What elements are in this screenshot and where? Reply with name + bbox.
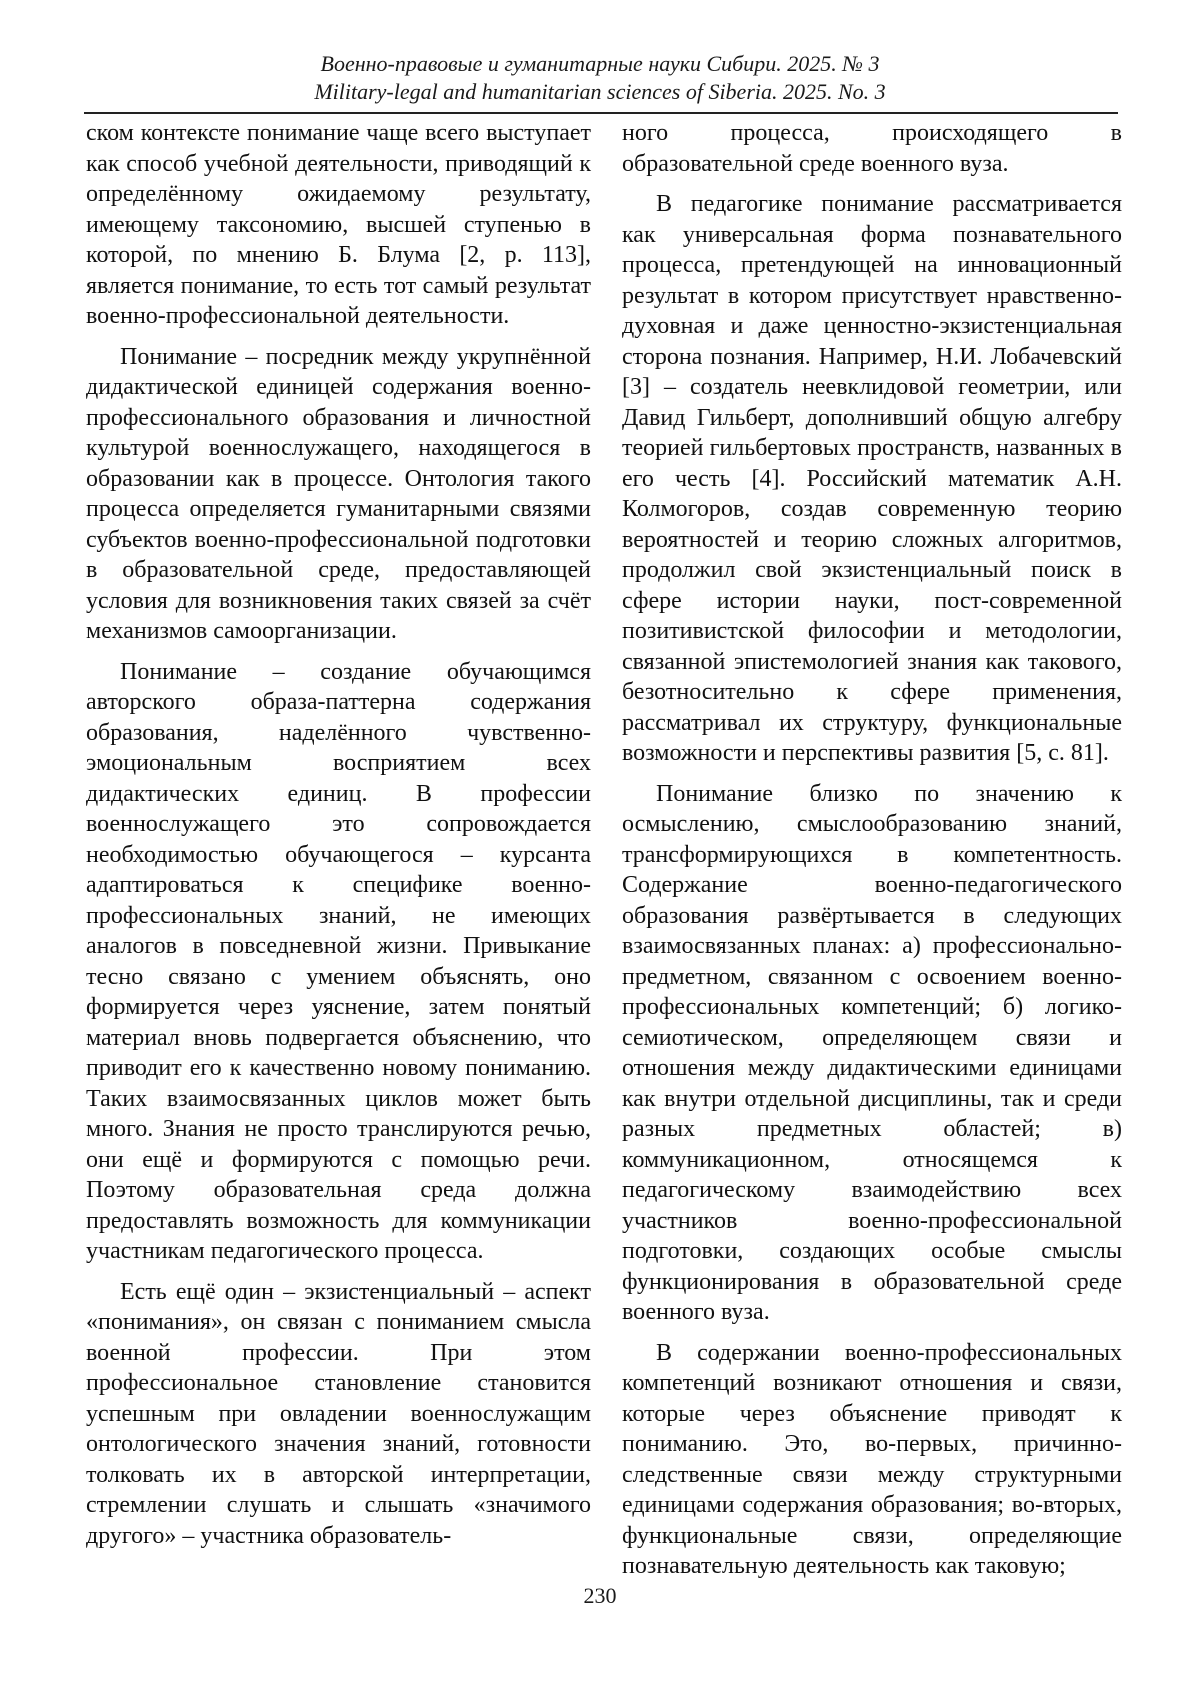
header-divider xyxy=(84,112,1118,114)
journal-header xyxy=(0,50,1200,106)
paragraph: В педагогике понимание рассматривается как универсальная форма познавательного процесса, претендующей на инновационный результат в котором присутствует нравственно-духовная и даже ценностно-экзистенциальная сторона познания. Например, Н.И. Лобачевский [3] – создатель неевклидовой геометрии, или Давид Гильберт, дополнивший общую алгебру теорией гильбертовых пространств, названных в его честь [4]. Российский математик А.Н. Колмогоров, создав современную теорию вероятностей и теорию сложных алгоритмов, продолжил свой экзистенциальный поиск в сфере истории науки, пост-современной позитивистской философии и методологии, связанной эпистемологией знания как такового, безотносительно к сфере применения, рассматривал их структуру, функциональные возможности и перспективы развития [5, с. 81]. xyxy=(622,191,1122,766)
paragraph: Понимание – посредник между укрупнённой дидактической единицей содержания военно-профессионального образования и личностной культурой военнослужащего, находящегося в образовании как в процессе. Онтология такого процесса определяется гуманитарными связями субъектов военно-профессиональной подготовки в образовательной среде, предоставляющей условия для возникновения таких связей за счёт механизмов самоорганизации. xyxy=(86,343,591,644)
page-number: 230 xyxy=(583,1583,617,1608)
paragraph: Понимание близко по значению к осмыслению, смыслообразованию знаний, трансформирующихся в компетентность. Содержание военно-педагогического образования развёртывается в следующих взаимосвязанных планах: а) профессионально-предметном, связанном с освоением военно-профессиональных компетенций; б) логико-семиотическом, определяющем связи и отношения между дидактическими единицами как внутри отдельной дисциплины, так и среди разных предметных областей; в) коммуникационном, относящемся к педагогическому взаимодействию всех участников военно-профессиональной подготовки, создающих особые смыслы функционирования в образовательной среде военного вуза. xyxy=(622,780,1122,1325)
paragraph: ском контексте понимание чаще всего выступает как способ учебной деятельности, приводящий к определённому ожидаемому результату, имеющему таксономию, высшей ступенью в которой, по мнению Б. Блума [2, p. 113], является понимание, то есть тот самый результат военно-профессиональной деятельности. xyxy=(86,120,591,329)
paragraph: Есть ещё один – экзистенциальный – аспект «понимания», он связан с пониманием смысла военной профессии. При этом профессиональное становление становится успешным при овладении военнослужащим онтологического значения знаний, готовности толковать их в авторской интерпретации, стремлении слушать и слышать «значимого другого» – участника образователь- xyxy=(86,1278,591,1549)
left-column xyxy=(86,118,591,1551)
paragraph: В содержании военно-профессиональных компетенций возникают отношения и связи, которые через объяснение приводят к пониманию. Это, во-первых, причинно-следственные связи между структурными единицами содержания образования; во-вторых, функциональные связи, определяющие познавательную деятельность как таковую; xyxy=(622,1339,1122,1579)
paragraph: Понимание – создание обучающимся авторского образа-паттерна содержания образования, наделённого чувственно-эмоциональным восприятием всех дидактических единиц. В профессии военнослужащего это сопровождается необходимостью обучающегося – курсанта адаптироваться к специфике военно-профессиональных знаний, не имеющих аналогов в повседневной жизни. Привыкание тесно связано с умением объяснять, оно формируется через уяснение, затем понятый материал вновь подвергается объяснению, что приводит его к качественно новому пониманию. Таких взаимосвязанных циклов может быть много. Знания не просто транслируются речью, они ещё и формируются с помощью речи. Поэтому образовательная среда должна предоставлять возможность для коммуникации участникам педагогического процесса. xyxy=(86,658,591,1264)
right-column xyxy=(622,118,1122,1582)
journal-title-ru: Военно-правовые и гуманитарные науки Сибири. 2025. № 3 xyxy=(320,51,880,76)
journal-title-en: Military-legal and humanitarian sciences of Siberia. 2025. No. 3 xyxy=(314,79,886,104)
paragraph: ного процесса, происходящего в образовательной среде военного вуза. xyxy=(622,120,1122,177)
